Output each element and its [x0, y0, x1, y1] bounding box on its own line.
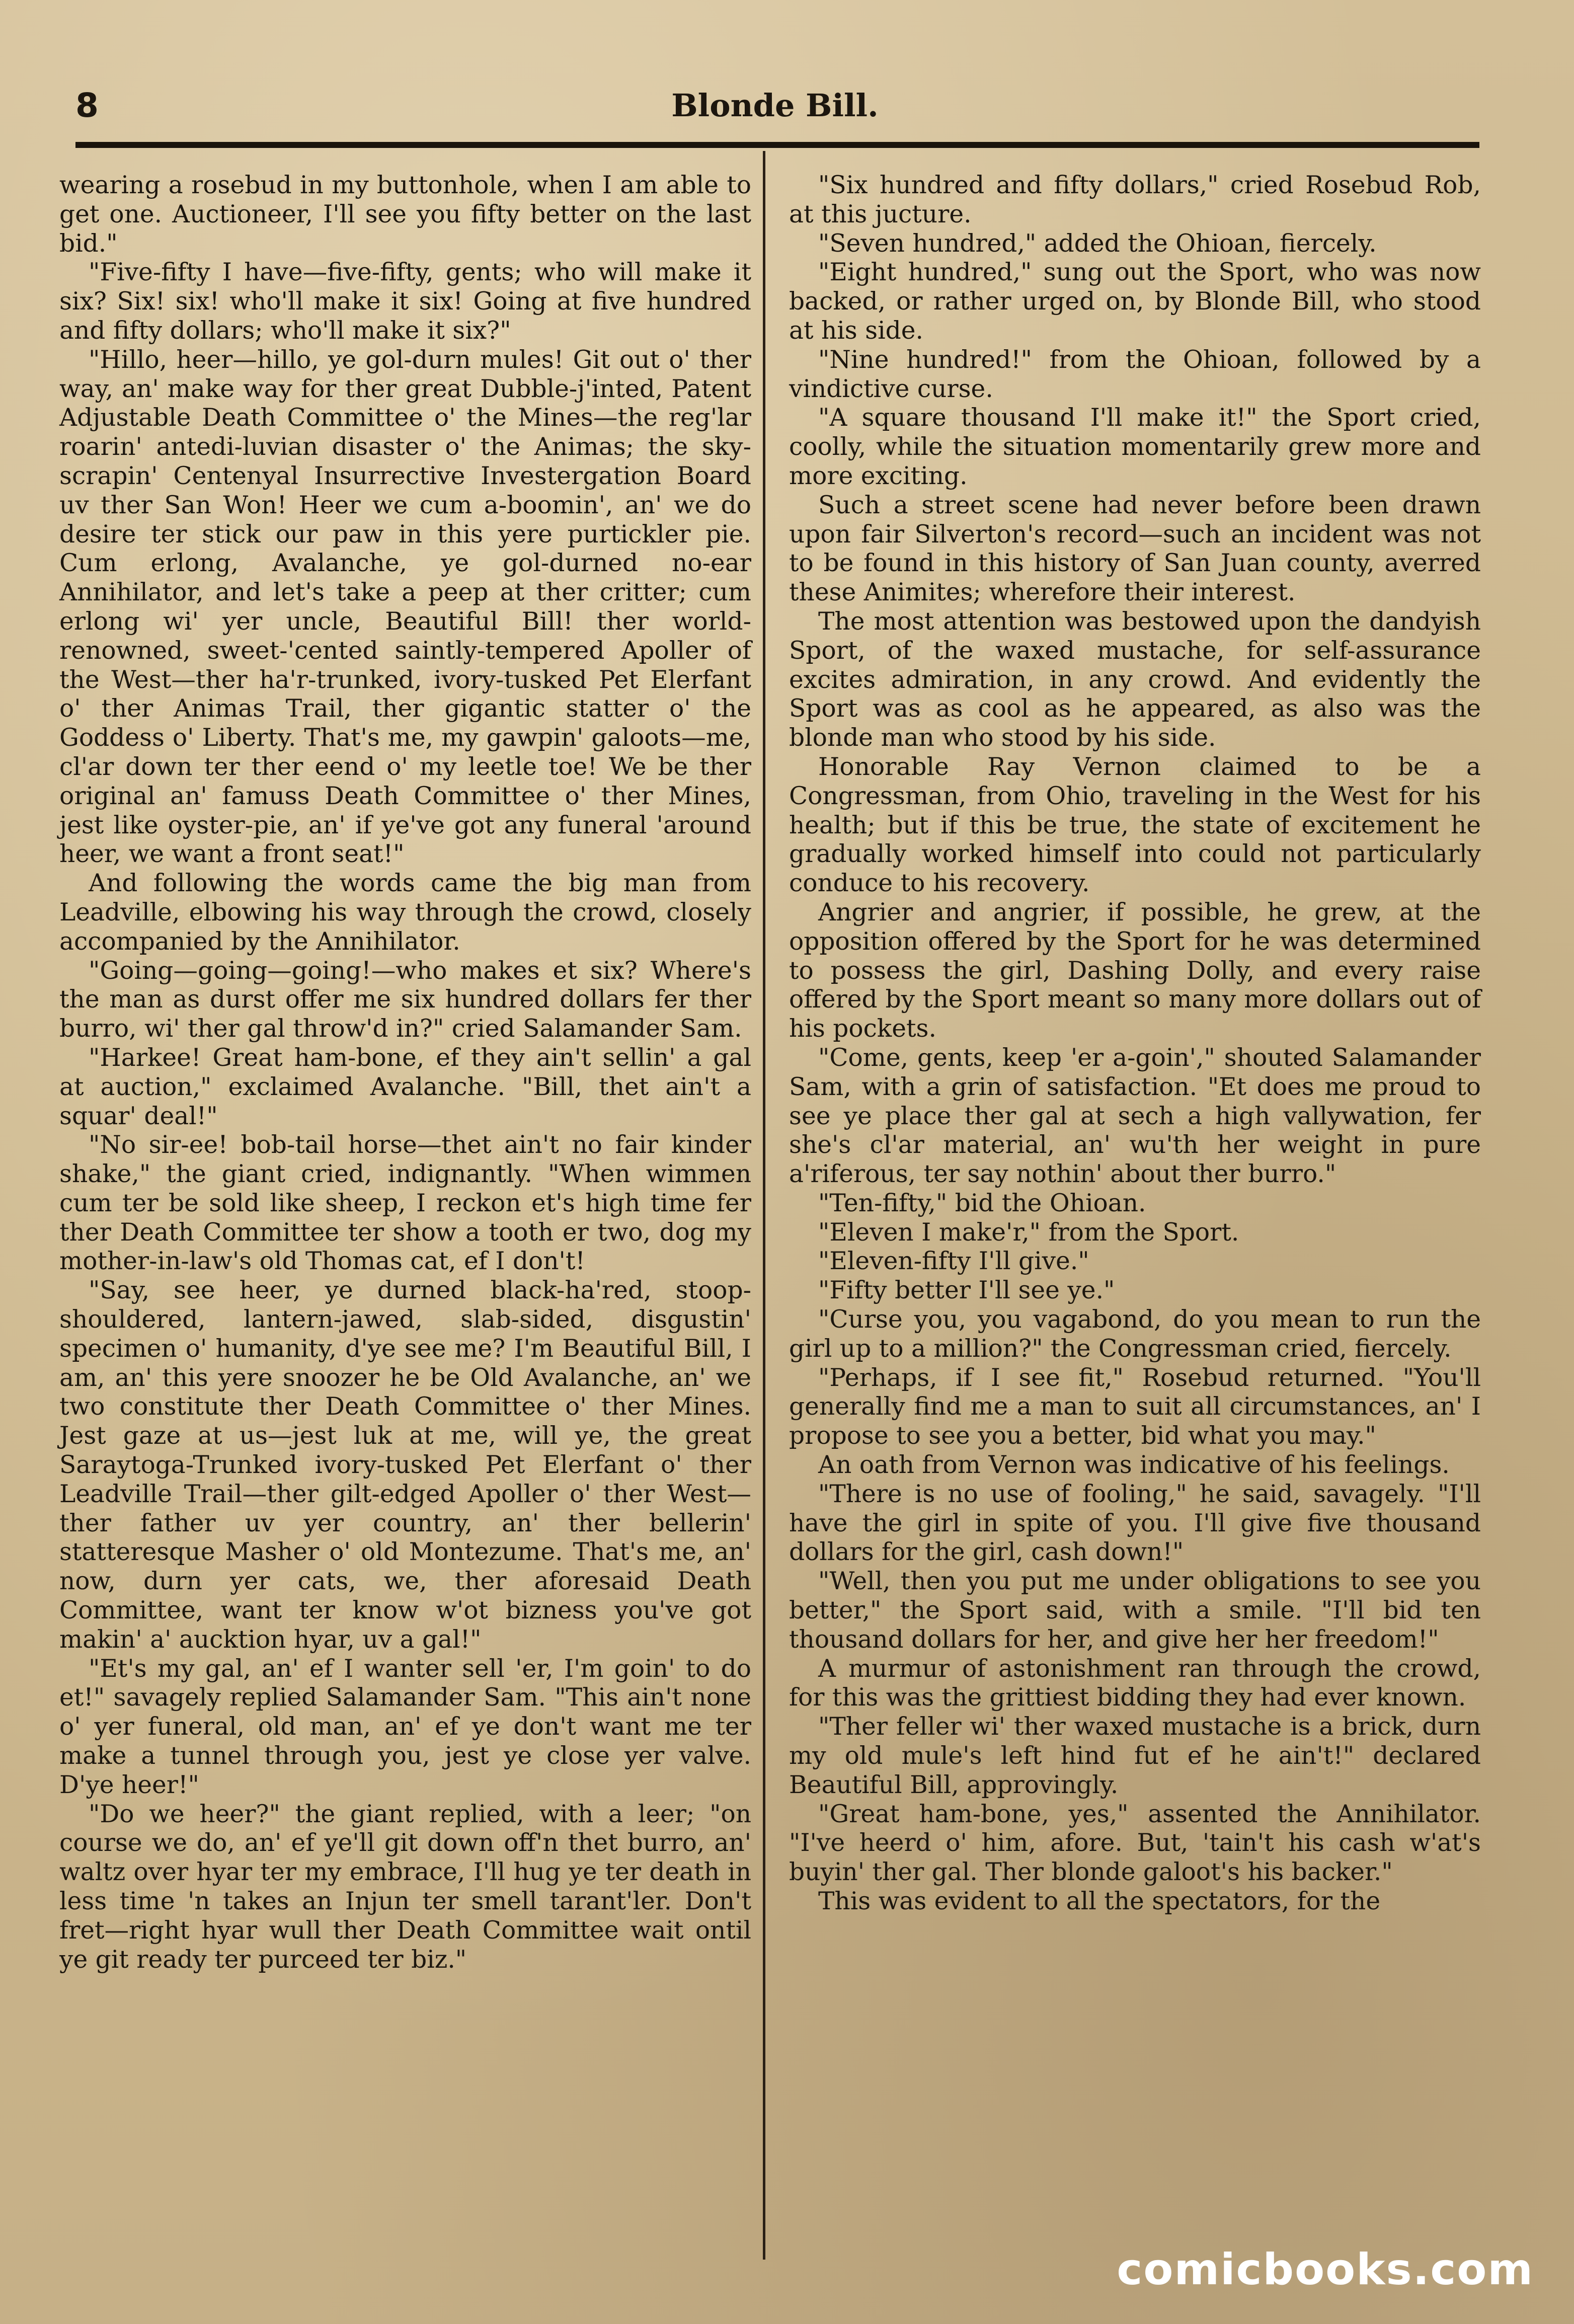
paragraph: "No sir-ee! bob-tail horse—thet ain't no fair kinder shake," the giant cried, indignantly. "When wimmen cum ter be sold like sheep, I reckon et's high time fer ther Death Committee ter show a tooth er two, dog my mother-in-law's old Thomas cat, ef I don't!	[59, 1131, 751, 1276]
paragraph: The most attention was bestowed upon the dandyish Sport, of the waxed mustache, for self-assurance excites admiration, in any crowd. And evidently the Sport was as cool as he appeared, as also was the blonde man who stood by his side.	[789, 607, 1481, 752]
paragraph: "There is no use of fooling," he said, savagely. "I'll have the girl in spite of you. I'll give five thousand dollars for the girl, cash down!"	[789, 1480, 1481, 1567]
paragraph: "Nine hundred!" from the Ohioan, followed by a vindictive curse.	[789, 345, 1481, 403]
running-title: Blonde Bill.	[671, 87, 879, 124]
paragraph: An oath from Vernon was indicative of his feelings.	[818, 1451, 1450, 1480]
paragraph: "Eight hundred," sung out the Sport, who was now backed, or rather urged on, by Blonde Bill, who stood at his side.	[789, 258, 1481, 345]
paragraph: A murmur of astonishment ran through the crowd, for this was the grittiest bidding they had ever known.	[789, 1654, 1481, 1712]
paragraph: "Do we heer?" the giant replied, with a leer; "on course we do, an' ef ye'll git down off'n thet burro, an' waltz over hyar ter my embrace, I'll hug ye ter death in less time 'n takes an Injun ter smell tarant'ler. Don't fret—right hyar wull ther Death Committee wait ontil ye git ready ter purceed ter biz."	[59, 1800, 751, 1974]
page-header	[75, 81, 1474, 131]
paragraph: "Well, then you put me under obligations to see you better," the Sport said, with a smile. "I'll bid ten thousand dollars for her, and give her her freedom!"	[789, 1567, 1481, 1654]
paragraph: "Going—going—going!—who makes et six? Where's the man as durst offer me six hundred dollars fer ther burro, wi' ther gal throw'd in?" cried Salamander Sam.	[59, 956, 751, 1043]
page-number: 8	[75, 86, 99, 125]
paragraph: "Come, gents, keep 'er a-goin'," shouted Salamander Sam, with a grin of satisfaction. "Et does me proud to see ye place ther gal at sech a high vallywation, fer she's cl'ar material, an' wu'th her weight in pure a'riferous, ter say nothin' about ther burro."	[789, 1043, 1481, 1189]
paragraph: "A square thousand I'll make it!" the Sport cried, coolly, while the situation momentarily grew more and more exciting.	[789, 404, 1481, 490]
paragraph: And following the words came the big man from Leadville, elbowing his way through the crowd, closely accompanied by the Annihilator.	[59, 869, 751, 956]
right-column	[789, 171, 1481, 1916]
column-divider	[763, 151, 765, 2260]
paragraph: This was evident to all the spectators, for the	[818, 1887, 1381, 1916]
paragraph: "Five-fifty I have—five-fifty, gents; who will make it six? Six! six! who'll make it six! Going at five hundred and fifty dollars; who'll make it six?"	[59, 258, 751, 345]
paragraph: "Great ham-bone, yes," assented the Annihilator. "I've heerd o' him, afore. But, 'tain't his cash w'at's buyin' ther gal. Ther blonde galoot's his backer."	[789, 1800, 1481, 1887]
paragraph: "Et's my gal, an' ef I wanter sell 'er, I'm goin' to do et!" savagely replied Salamander Sam. "This ain't none o' yer funeral, old man, an' ef ye don't want me ter make a tunnel through you, jest ye close yer valve. D'ye heer!"	[59, 1654, 751, 1799]
paragraph: "Hillo, heer—hillo, ye gol-durn mules! Git out o' ther way, an' make way for ther great Dubble-j'inted, Patent Adjustable Death Committee o' the Mines—the reg'lar roarin' antedi-luvian disaster o' the Animas; the sky-scrapin' Centenyal Insurrective Investergation Board uv ther San Won! Heer we cum a-boomin', an' we do desire ter stick our paw in this yere purtickler pie. Cum erlong, Avalanche, ye gol-durned no-ear Annihilator, and let's take a peep at ther critter; cum erlong wi' yer uncle, Beautiful Bill! ther world-renowned, sweet-'cented saintly-tempered Apoller of the West—ther ha'r-trunked, ivory-tusked Pet Elerfant o' ther Animas Trail, ther gigantic statter o' the Goddess o' Liberty. That's me, my gawpin' galoots—me, cl'ar down ter ther eend o' my leetle toe! We be ther original an' famuss Death Committee o' ther Mines, jest like oyster-pie, an' if ye've got any funeral 'around heer, we want a front seat!"	[59, 345, 751, 869]
paragraph: Honorable Ray Vernon claimed to be a Congressman, from Ohio, traveling in the West for his health; but if this be true, the state of excitement he gradually worked himself into could not particularly conduce to his recovery.	[789, 752, 1481, 898]
paragraph: Angrier and angrier, if possible, he grew, at the opposition offered by the Sport for he was determined to possess the girl, Dashing Dolly, and every raise offered by the Sport meant so many more dollars out of his pockets.	[789, 898, 1481, 1043]
paragraph: "Ther feller wi' ther waxed mustache is a brick, durn my old mule's left hind fut ef he ain't!" declared Beautiful Bill, approvingly.	[789, 1713, 1481, 1799]
paragraph: "Eleven-fifty I'll give."	[818, 1247, 1089, 1276]
paragraph: "Seven hundred," added the Ohioan, fiercely.	[818, 229, 1377, 258]
paragraph: "Perhaps, if I see fit," Rosebud returned. "You'll generally find me a man to suit all circumstances, an' I propose to see you a better, bid what you may."	[789, 1363, 1481, 1450]
header-rule	[75, 142, 1479, 148]
paragraph: wearing a rosebud in my buttonhole, when I am able to get one. Auctioneer, I'll see you fifty better on the last bid."	[59, 171, 751, 258]
paragraph: Such a street scene had never before been drawn upon fair Silverton's record—such an incident was not to be found in this history of San Juan county, averred these Animites; wherefore their interest.	[789, 491, 1481, 607]
paragraph: "Six hundred and fifty dollars," cried Rosebud Rob, at this jucture.	[789, 171, 1481, 228]
paragraph: "Harkee! Great ham-bone, ef they ain't sellin' a gal at auction," exclaimed Avalanche. "Bill, thet ain't a squar' deal!"	[59, 1043, 751, 1130]
paragraph: "Eleven I make'r," from the Sport.	[818, 1218, 1239, 1247]
paragraph: "Fifty better I'll see ye."	[818, 1276, 1115, 1305]
paragraph: "Say, see heer, ye durned black-ha'red, stoop-shouldered, lantern-jawed, slab-sided, disgustin' specimen o' humanity, d'ye see me? I'm Beautiful Bill, I am, an' this yere snoozer he be Old Avalanche, an' we two constitute ther Death Committee o' ther Mines. Jest gaze at us—jest luk at me, will ye, the great Saraytoga-Trunked ivory-tusked Pet Elerfant o' ther Leadville Trail—ther gilt-edged Apoller o' ther West—ther father uv yer country, an' ther bellerin' statteresque Masher o' old Montezume. That's me, an' now, durn yer cats, we, ther aforesaid Death Committee, want ter know w'ot bizness you've got makin' a' aucktion hyar, uv a gal!"	[59, 1276, 751, 1654]
paragraph: "Ten-fifty," bid the Ohioan.	[818, 1189, 1146, 1217]
paragraph: "Curse you, you vagabond, do you mean to run the girl up to a million?" the Congressman cried, fiercely.	[789, 1305, 1481, 1363]
watermark: comicbooks.com	[1117, 2244, 1534, 2295]
left-column	[59, 171, 751, 1974]
